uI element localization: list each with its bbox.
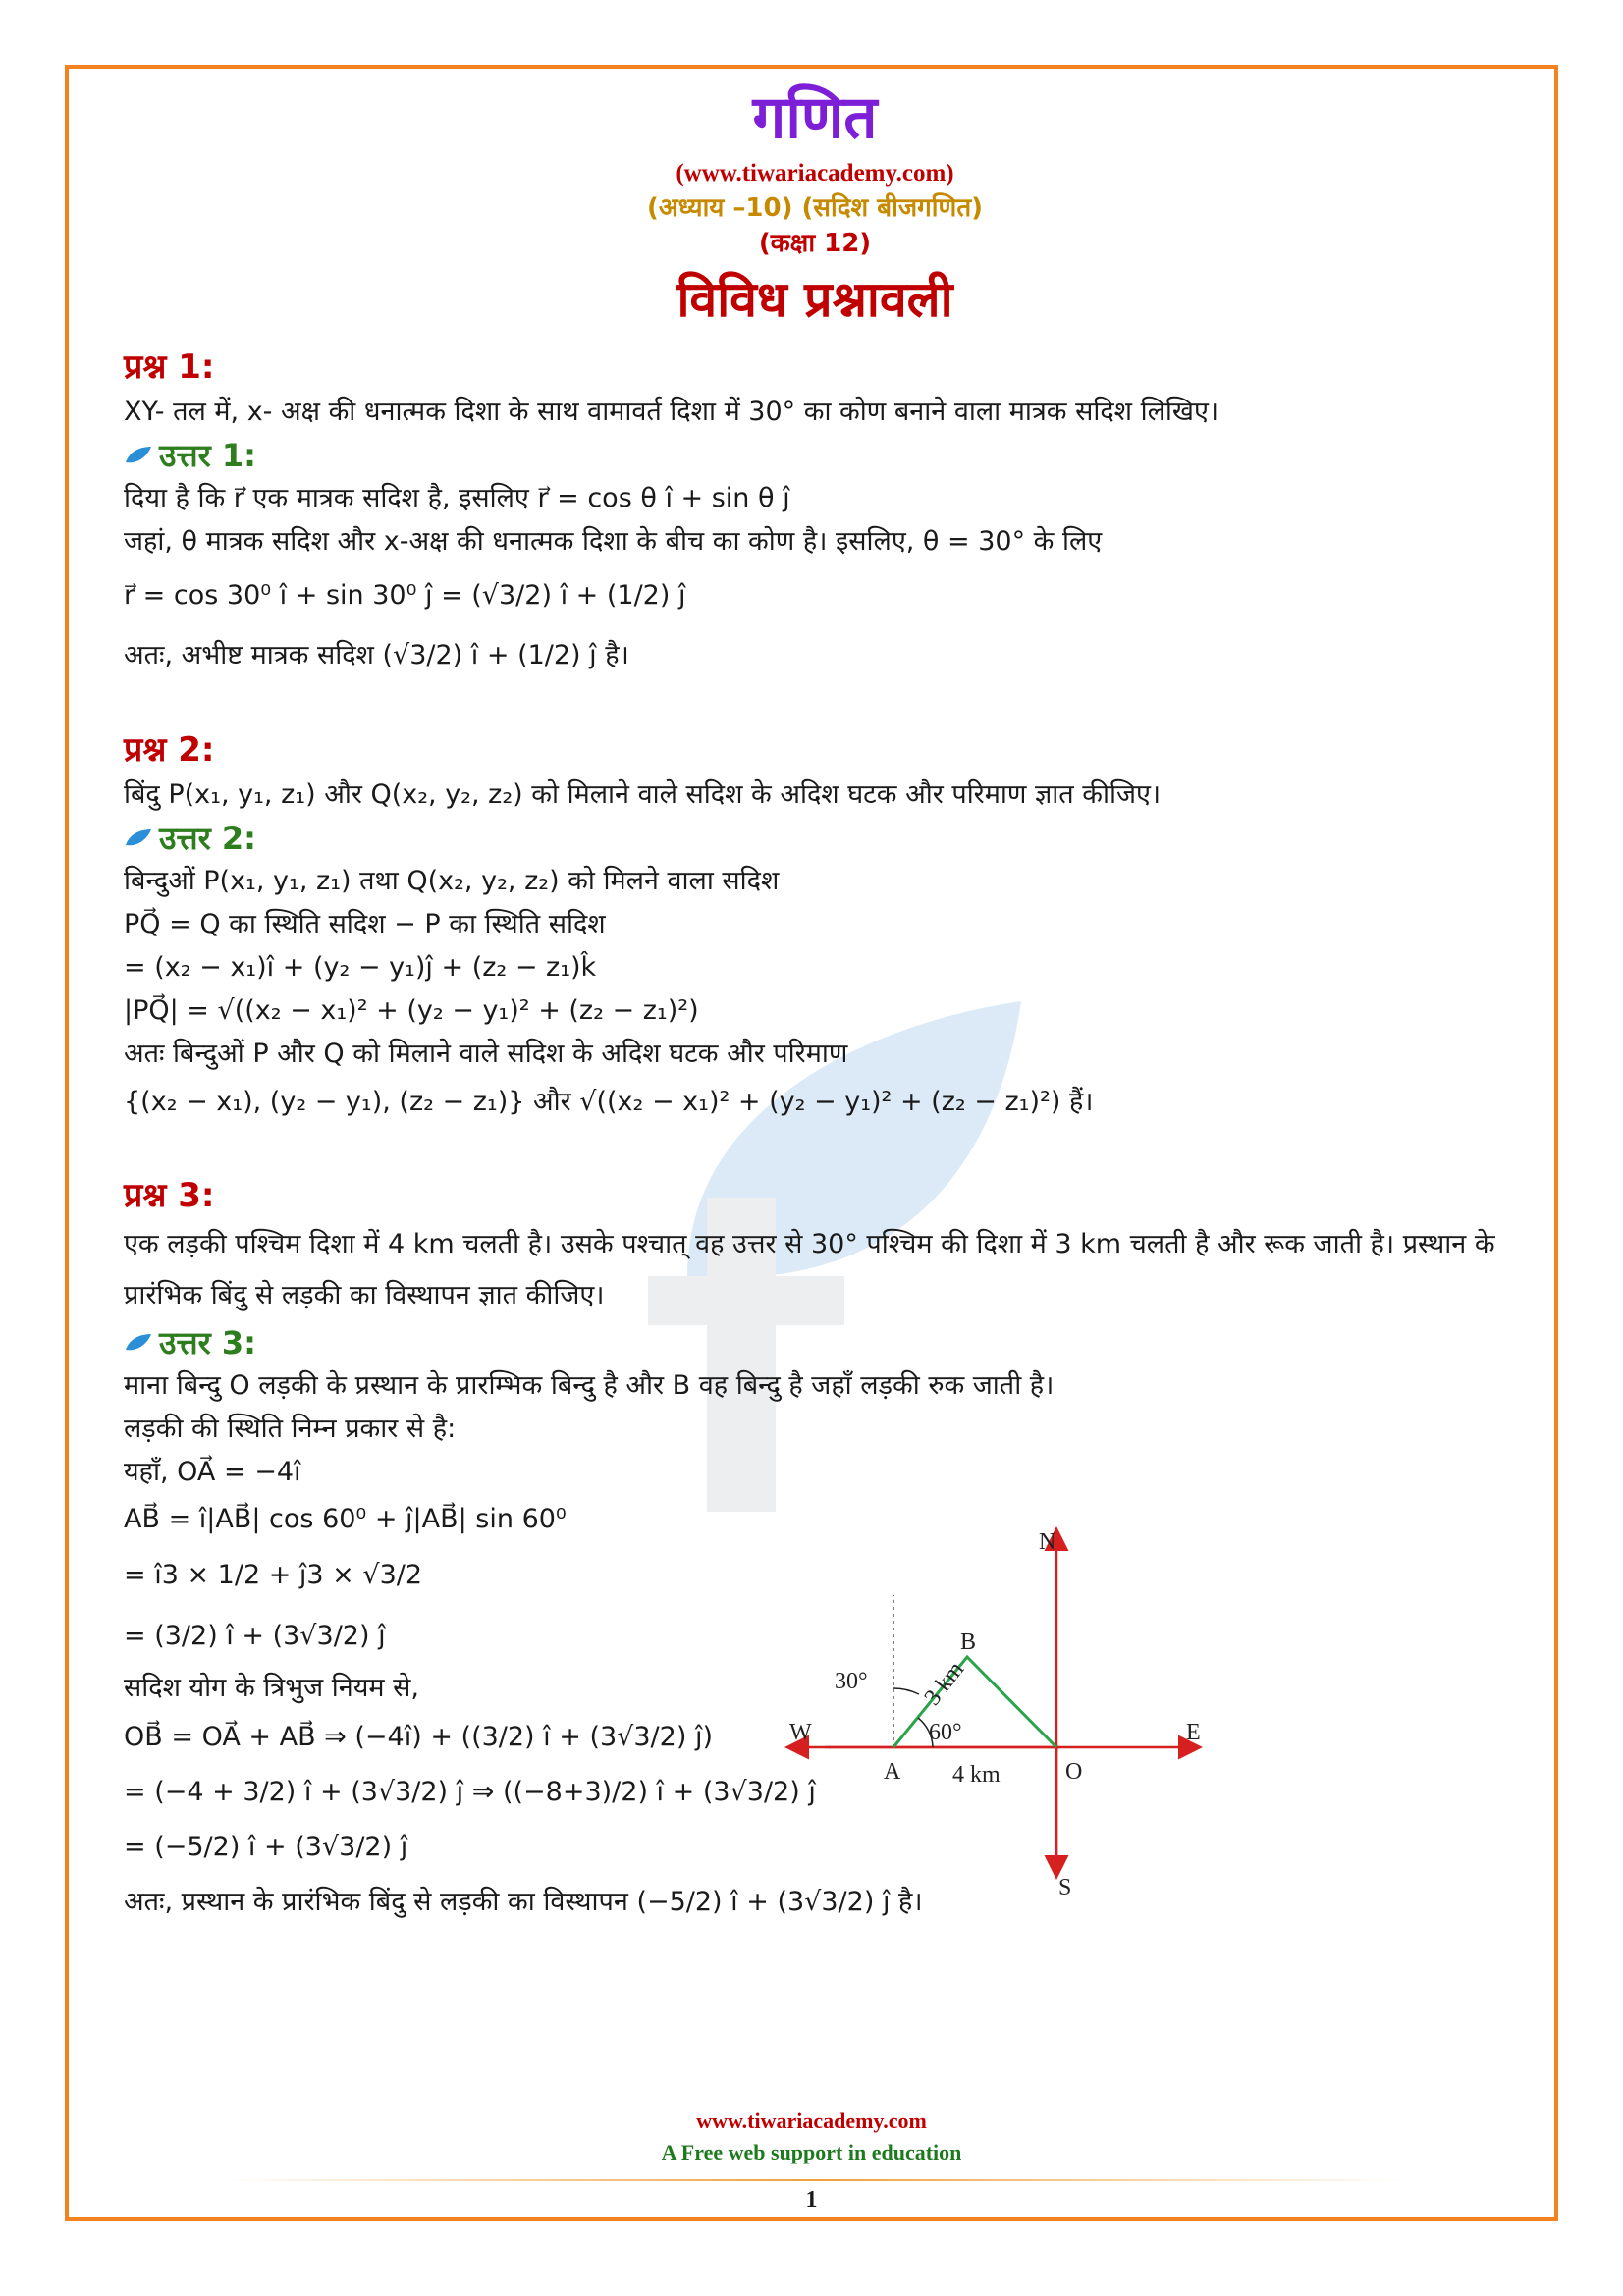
answer-3-line: अतः, प्रस्थान के प्रारंभिक बिंदु से लड़की का विस्थापन (−5/2) î + (3√3/2) ĵ है।: [124, 1887, 923, 1917]
label-dist-ao: 4 km: [952, 1762, 1001, 1788]
answer-3-label: उत्तर 3:: [159, 1324, 256, 1362]
label-point-b: B: [960, 1629, 977, 1655]
answer-1-line: r⃗ = cos 30⁰ î + sin 30⁰ ĵ = (√3/2) î + (1/2) ĵ: [124, 580, 686, 611]
question-3-text: एक लड़की पश्चिम दिशा में 4 km चलती है। उसके पश्चात् वह उत्तर से 30° पश्चिम की दिशा में 3 km चलती है और रूक जाती है। प्रस्थान के प्रारंभिक बिंदु से लड़की का विस्थापन ज्ञात कीजिए।: [124, 1229, 1495, 1310]
question-3-label: प्रश्न 3:: [124, 1176, 215, 1215]
answer-1-line: जहां, θ मात्रक सदिश और x-अक्ष की धनात्मक दिशा के बीच का कोण है। इसलिए, θ = 30° के लिए: [124, 526, 1103, 557]
footer-website: www.tiwariacademy.com: [696, 2109, 927, 2133]
label-point-o: O: [1065, 1759, 1083, 1785]
question-1-text: XY- तल में, x- अक्ष की धनात्मक दिशा के साथ वामावर्त दिशा में 30° का कोण बनाने वाला मात्रक सदिश लिखिए।: [124, 397, 1219, 427]
label-west: W: [789, 1720, 812, 1745]
chapter-label: (अध्याय –10) (सदिश बीजगणित): [646, 193, 984, 223]
tiwari-leaf-icon: [124, 1332, 153, 1354]
answer-2-line: |PQ⃗| = √((x₂ − x₁)² + (y₂ − y₁)² + (z₂ − z₁)²): [124, 995, 699, 1026]
label-angle-30: 30°: [835, 1669, 868, 1694]
answer-2-line: {(x₂ − x₁), (y₂ − y₁), (z₂ − z₁)} और √((x₂ − x₁)² + (y₂ − y₁)² + (z₂ − z₁)²) हैं।: [124, 1087, 1094, 1117]
answer-3-line: यहाँ, OA⃗ = −4î: [124, 1457, 301, 1487]
question-1-label: प्रश्न 1:: [124, 347, 215, 387]
angle-30-arc: [893, 1688, 919, 1694]
answer-1-line: दिया है कि r⃗ एक मात्रक सदिश है, इसलिए r⃗ = cos θ î + sin θ ĵ: [124, 483, 790, 513]
answer-1-line: अतः, अभीष्ट मात्रक सदिश (√3/2) î + (1/2) ĵ है।: [124, 640, 629, 670]
section-heading: विविध प्रश्नावली: [676, 271, 953, 328]
displacement-diagram: [766, 1512, 1217, 1904]
answer-3-line: = î3 × 1/2 + ĵ3 × √3/2: [124, 1560, 423, 1590]
answer-2-label-row: [124, 817, 1506, 860]
answer-1-label: उत्तर 1:: [159, 437, 256, 474]
answer-2-line: अतः बिन्दुओं P और Q को मिलाने वाले सदिश के अदिश घटक और परिमाण: [124, 1039, 848, 1069]
answer-2-label: उत्तर 2:: [159, 820, 256, 857]
footer-divider: [226, 2179, 1404, 2181]
label-point-a: A: [884, 1759, 901, 1785]
label-north: N: [1039, 1529, 1056, 1555]
answer-3-line: = (3/2) î + (3√3/2) ĵ: [124, 1621, 386, 1651]
page-number: 1: [805, 2187, 818, 2213]
question-2-text: बिंदु P(x₁, y₁, z₁) और Q(x₂, y₂, z₂) को मिलाने वाले सदिश के अदिश घटक और परिमाण ज्ञात कीजिए।: [124, 779, 1162, 810]
label-angle-60: 60°: [929, 1720, 962, 1745]
question-2-label: प्रश्न 2:: [124, 730, 215, 770]
path-triangle: [893, 1657, 1056, 1747]
answer-3-line: OB⃗ = OA⃗ + AB⃗ ⇒ (−4î) + ((3/2) î + (3√3/2) ĵ): [124, 1722, 713, 1752]
header-website: (www.tiwariacademy.com): [676, 160, 954, 187]
answer-2-line: बिन्दुओं P(x₁, y₁, z₁) तथा Q(x₂, y₂, z₂) को मिलने वाला सदिश: [124, 866, 780, 896]
answer-2-line: = (x₂ − x₁)î + (y₂ − y₁)ĵ + (z₂ − z₁)k̂: [124, 952, 597, 983]
answer-3-line: AB⃗ = î|AB⃗| cos 60⁰ + ĵ|AB⃗| sin 60⁰: [124, 1504, 567, 1534]
page-title: गणित: [752, 83, 878, 152]
tiwari-leaf-icon: [124, 828, 153, 849]
answer-2-line: PQ⃗ = Q का स्थिति सदिश − P का स्थिति सदिश: [124, 909, 606, 939]
label-east: E: [1186, 1720, 1201, 1745]
answer-3-line: माना बिन्दु O लड़की के प्रस्थान के प्रारम्भिक बिन्दु है और B वह बिन्दु है जहाँ लड़की रुक जाती है।: [124, 1370, 1055, 1401]
footer-tagline: A Free web support in education: [661, 2140, 962, 2164]
label-dist-ab: 3 km: [919, 1657, 970, 1711]
answer-3-label-row: [124, 1321, 1506, 1364]
class-label: (कक्षा 12): [758, 229, 872, 258]
tiwari-leaf-icon: [124, 445, 153, 466]
answer-3-line: = (−4 + 3/2) î + (3√3/2) ĵ ⇒ ((−8+3)/2) î + (3√3/2) ĵ: [124, 1777, 816, 1807]
answer-3-line: सदिश योग के त्रिभुज नियम से,: [124, 1673, 419, 1703]
label-south: S: [1058, 1875, 1072, 1900]
answer-1-label-row: [124, 434, 1506, 477]
answer-3-line: = (−5/2) î + (3√3/2) ĵ: [124, 1832, 408, 1862]
answer-3-line: लड़की की स्थिति निम्न प्रकार से है:: [124, 1414, 457, 1444]
